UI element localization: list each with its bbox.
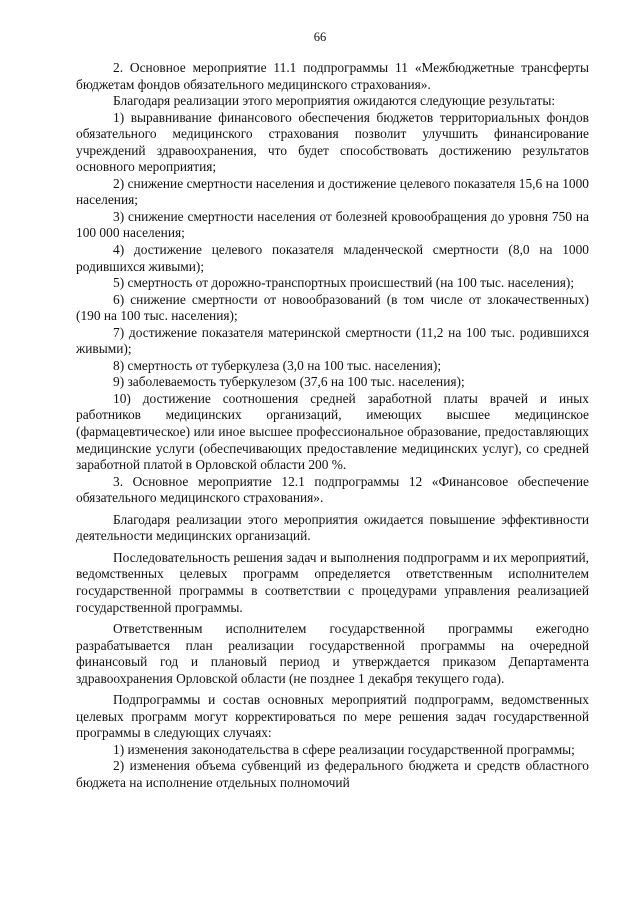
paragraph: 1) изменения законодательства в сфере реализации государственной программы; xyxy=(113,741,575,757)
document-body xyxy=(76,60,589,792)
paragraph: 7) достижение показателя материнской смертности (11,2 на 100 тыс. родившихся живыми); xyxy=(76,324,589,357)
paragraph: 1) выравнивание финансового обеспечения бюджетов территориальных фондов обязательного медицинского страхования позволит улучшить финансирование учреждений здравоохранения, что будет способствовать достижению результатов основного мероприятия; xyxy=(76,109,589,175)
paragraph: 4) достижение целевого показателя младенческой смертности (8,0 на 1000 родившихся живыми); xyxy=(76,242,589,274)
paragraph: 2) снижение смертности населения и достижение целевого показателя 15,6 на 1000 населения; xyxy=(76,175,589,208)
paragraph: 2) изменения объема субвенций из федерального бюджета и средств областного бюджета на исполнение отдельных полномочий xyxy=(76,758,589,790)
paragraph: Ответственным исполнителем государственной программы ежегодно разрабатывается план реализации государственной программы на очередной финансовый год и плановый период и утверждается приказом Департамента здравоохранения Орловской области (не позднее 1 декабря текущего года). xyxy=(76,621,589,686)
paragraph: 6) снижение смертности от новообразований (в том числе от злокачественных) (190 на 100 тыс. населения); xyxy=(76,291,589,324)
paragraph: Подпрограммы и состав основных мероприятий подпрограмм, ведомственных целевых программ могут корректироваться по мере решения задач государственной программы в следующих случаях: xyxy=(76,692,589,741)
paragraph: 8) смертность от туберкулеза (3,0 на 100 тыс. населения); xyxy=(113,357,442,373)
paragraph: 9) заболеваемость туберкулезом (37,6 на 100 тыс. населения); xyxy=(113,374,465,390)
paragraph: Благодаря реализации этого мероприятия ожидается повышение эффективности деятельности медицинских организаций. xyxy=(76,511,589,544)
paragraph: Последовательность решения задач и выполнения подпрограмм и их мероприятий, ведомственных целевых программ определяется ответственным исполнителем государственной программы в соответствии с процедурами управления реализацией государственной программы. xyxy=(76,549,589,615)
paragraph: 10) достижение соотношения средней заработной платы врачей и иных работников медицинских организаций, имеющих высшее медицинское (фармацевтическое) или иное высшее профессиональное образование, предоставляющих медицинские услуги (обеспечивающих предоставление медицинских услуг), со средней заработной платой в Орловской области 200 %. xyxy=(76,390,589,473)
paragraph: 2. Основное мероприятие 11.1 подпрограммы 11 «Межбюджетные трансферты бюджетам фондов обязательного медицинского страхования». xyxy=(76,60,589,92)
page-number: 66 xyxy=(313,30,327,44)
paragraph: 3) снижение смертности населения от болезней кровообращения до уровня 750 на 100 000 населения; xyxy=(76,208,589,241)
paragraph: 5) смертность от дорожно-транспортных происшествий (на 100 тыс. населения); xyxy=(113,275,575,291)
paragraph: 3. Основное мероприятие 12.1 подпрограммы 12 «Финансовое обеспечение обязательного медицинского страхования». xyxy=(76,473,589,506)
paragraph: Благодаря реализации этого мероприятия ожидаются следующие результаты: xyxy=(113,93,556,109)
